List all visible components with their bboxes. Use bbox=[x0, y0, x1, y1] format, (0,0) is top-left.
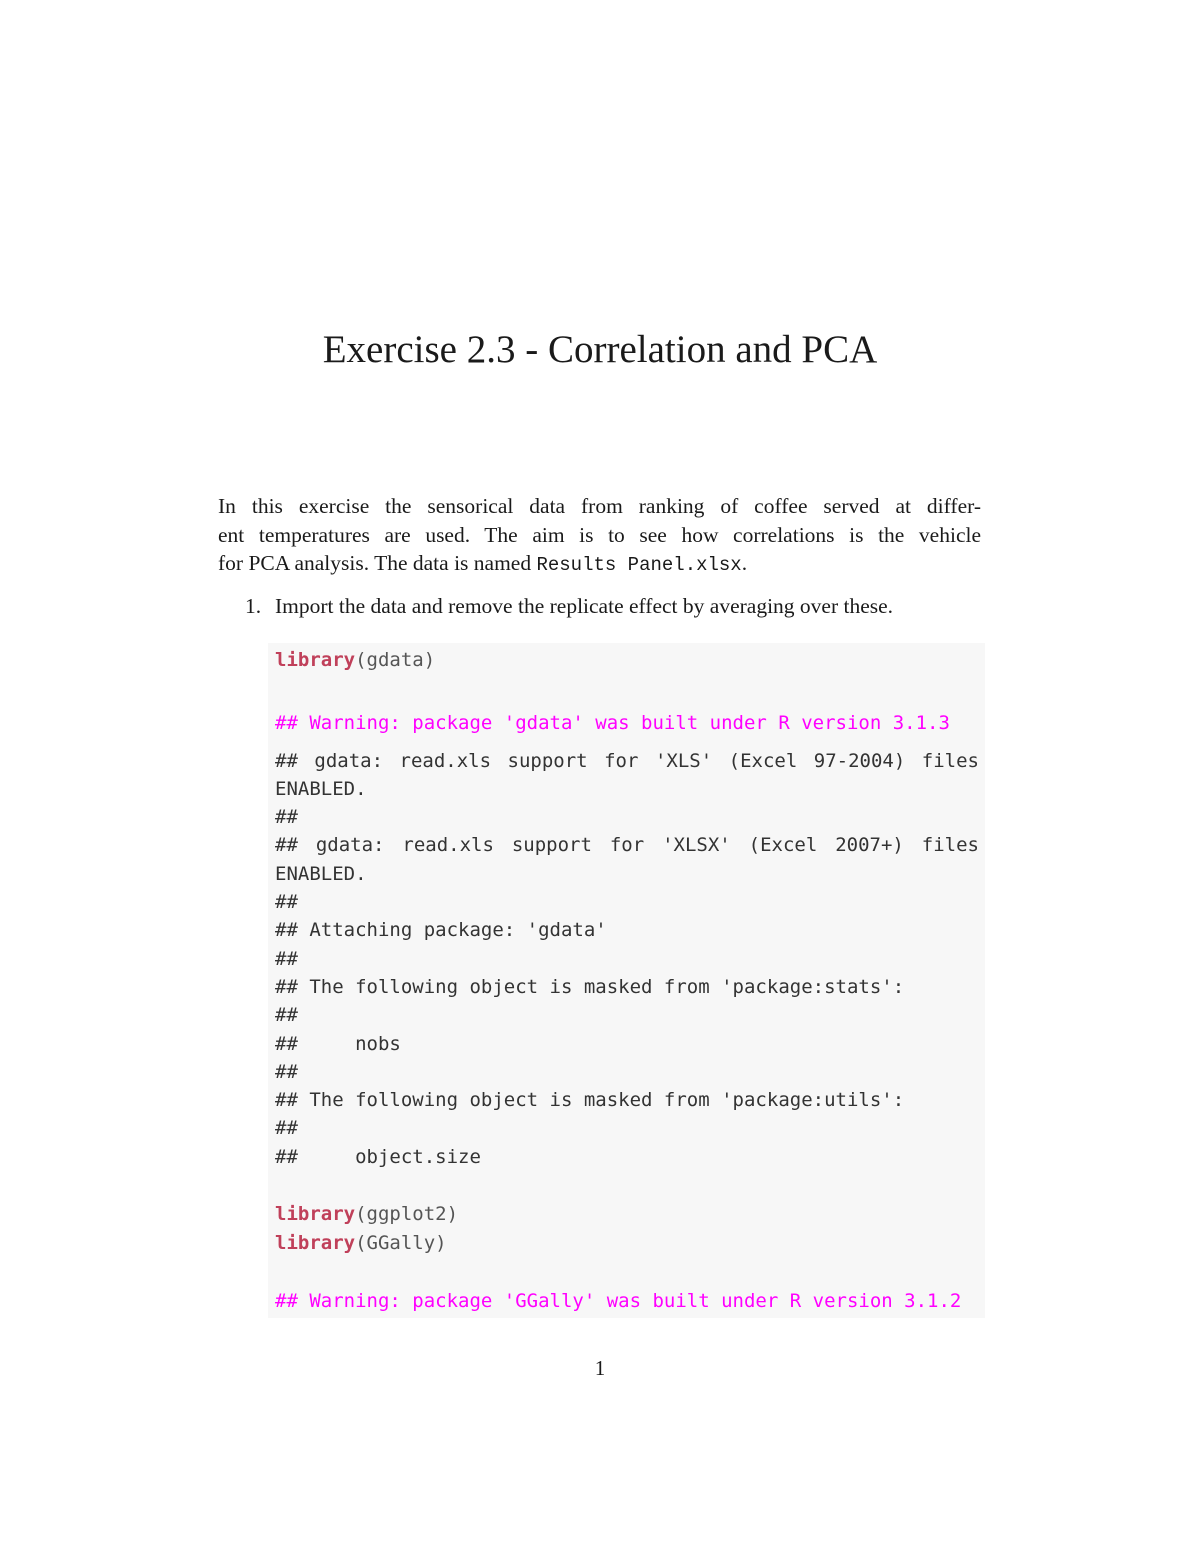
code-output-line: ## nobs bbox=[275, 1033, 401, 1055]
code-output-line: ## The following object is masked from 'package:stats': bbox=[275, 976, 905, 998]
code-output-line: ## bbox=[275, 1061, 298, 1083]
code-output-line: ## bbox=[275, 891, 298, 913]
list-item bbox=[245, 594, 985, 619]
intro-line-1: In this exercise the sensorical data from ranking of coffee served at differ- bbox=[218, 494, 981, 518]
code-output-line: ## object.size bbox=[275, 1146, 481, 1168]
list-item-text: Import the data and remove the replicate effect by averaging over these. bbox=[275, 594, 894, 618]
intro-paragraph bbox=[218, 492, 981, 580]
code-argument: (ggplot2) bbox=[355, 1203, 459, 1225]
code-output-line: ## Attaching package: 'gdata' bbox=[275, 919, 607, 941]
filename-code: Results Panel.xlsx bbox=[536, 554, 742, 576]
code-warning-ggally: ## Warning: package 'GGally' was built under R version 3.1.2 bbox=[275, 1290, 962, 1312]
list-item-number: 1. bbox=[245, 594, 262, 618]
intro-line-3 bbox=[218, 549, 981, 580]
code-output-line: ## bbox=[275, 806, 298, 828]
intro-line-3-end: . bbox=[741, 551, 748, 575]
page-title: Exercise 2.3 - Correlation and PCA bbox=[322, 328, 878, 371]
code-warning-gdata: ## Warning: package 'gdata' was built under R version 3.1.3 bbox=[275, 712, 950, 734]
page-number: 1 bbox=[594, 1356, 606, 1380]
code-output-line: ## gdata: read.xls support for 'XLSX' (Excel 2007+) files bbox=[275, 834, 979, 856]
code-output-line: ENABLED. bbox=[275, 778, 367, 800]
code-keyword: library bbox=[275, 1232, 356, 1254]
intro-line-2: ent temperatures are used. The aim is to see how correlations is the vehicle bbox=[218, 522, 981, 547]
code-output-line: ENABLED. bbox=[275, 863, 367, 885]
code-output-line: ## bbox=[275, 948, 298, 970]
intro-line-3-text: for PCA analysis. The data is named bbox=[218, 551, 532, 575]
code-line-library-gdata bbox=[275, 648, 979, 672]
code-output-line: ## bbox=[275, 1117, 298, 1139]
code-output-line: ## The following object is masked from 'package:utils': bbox=[275, 1089, 905, 1111]
code-line-library-ggally bbox=[275, 1231, 979, 1255]
code-line-library-ggplot2 bbox=[275, 1202, 979, 1226]
code-output-line: ## gdata: read.xls support for 'XLS' (Excel 97-2004) files bbox=[275, 750, 979, 772]
code-argument: (GGally) bbox=[355, 1232, 447, 1254]
code-argument: (gdata) bbox=[355, 649, 436, 671]
code-keyword: library bbox=[275, 649, 356, 671]
code-keyword: library bbox=[275, 1203, 356, 1225]
code-output-line: ## bbox=[275, 1004, 298, 1026]
code-block bbox=[268, 643, 985, 1318]
